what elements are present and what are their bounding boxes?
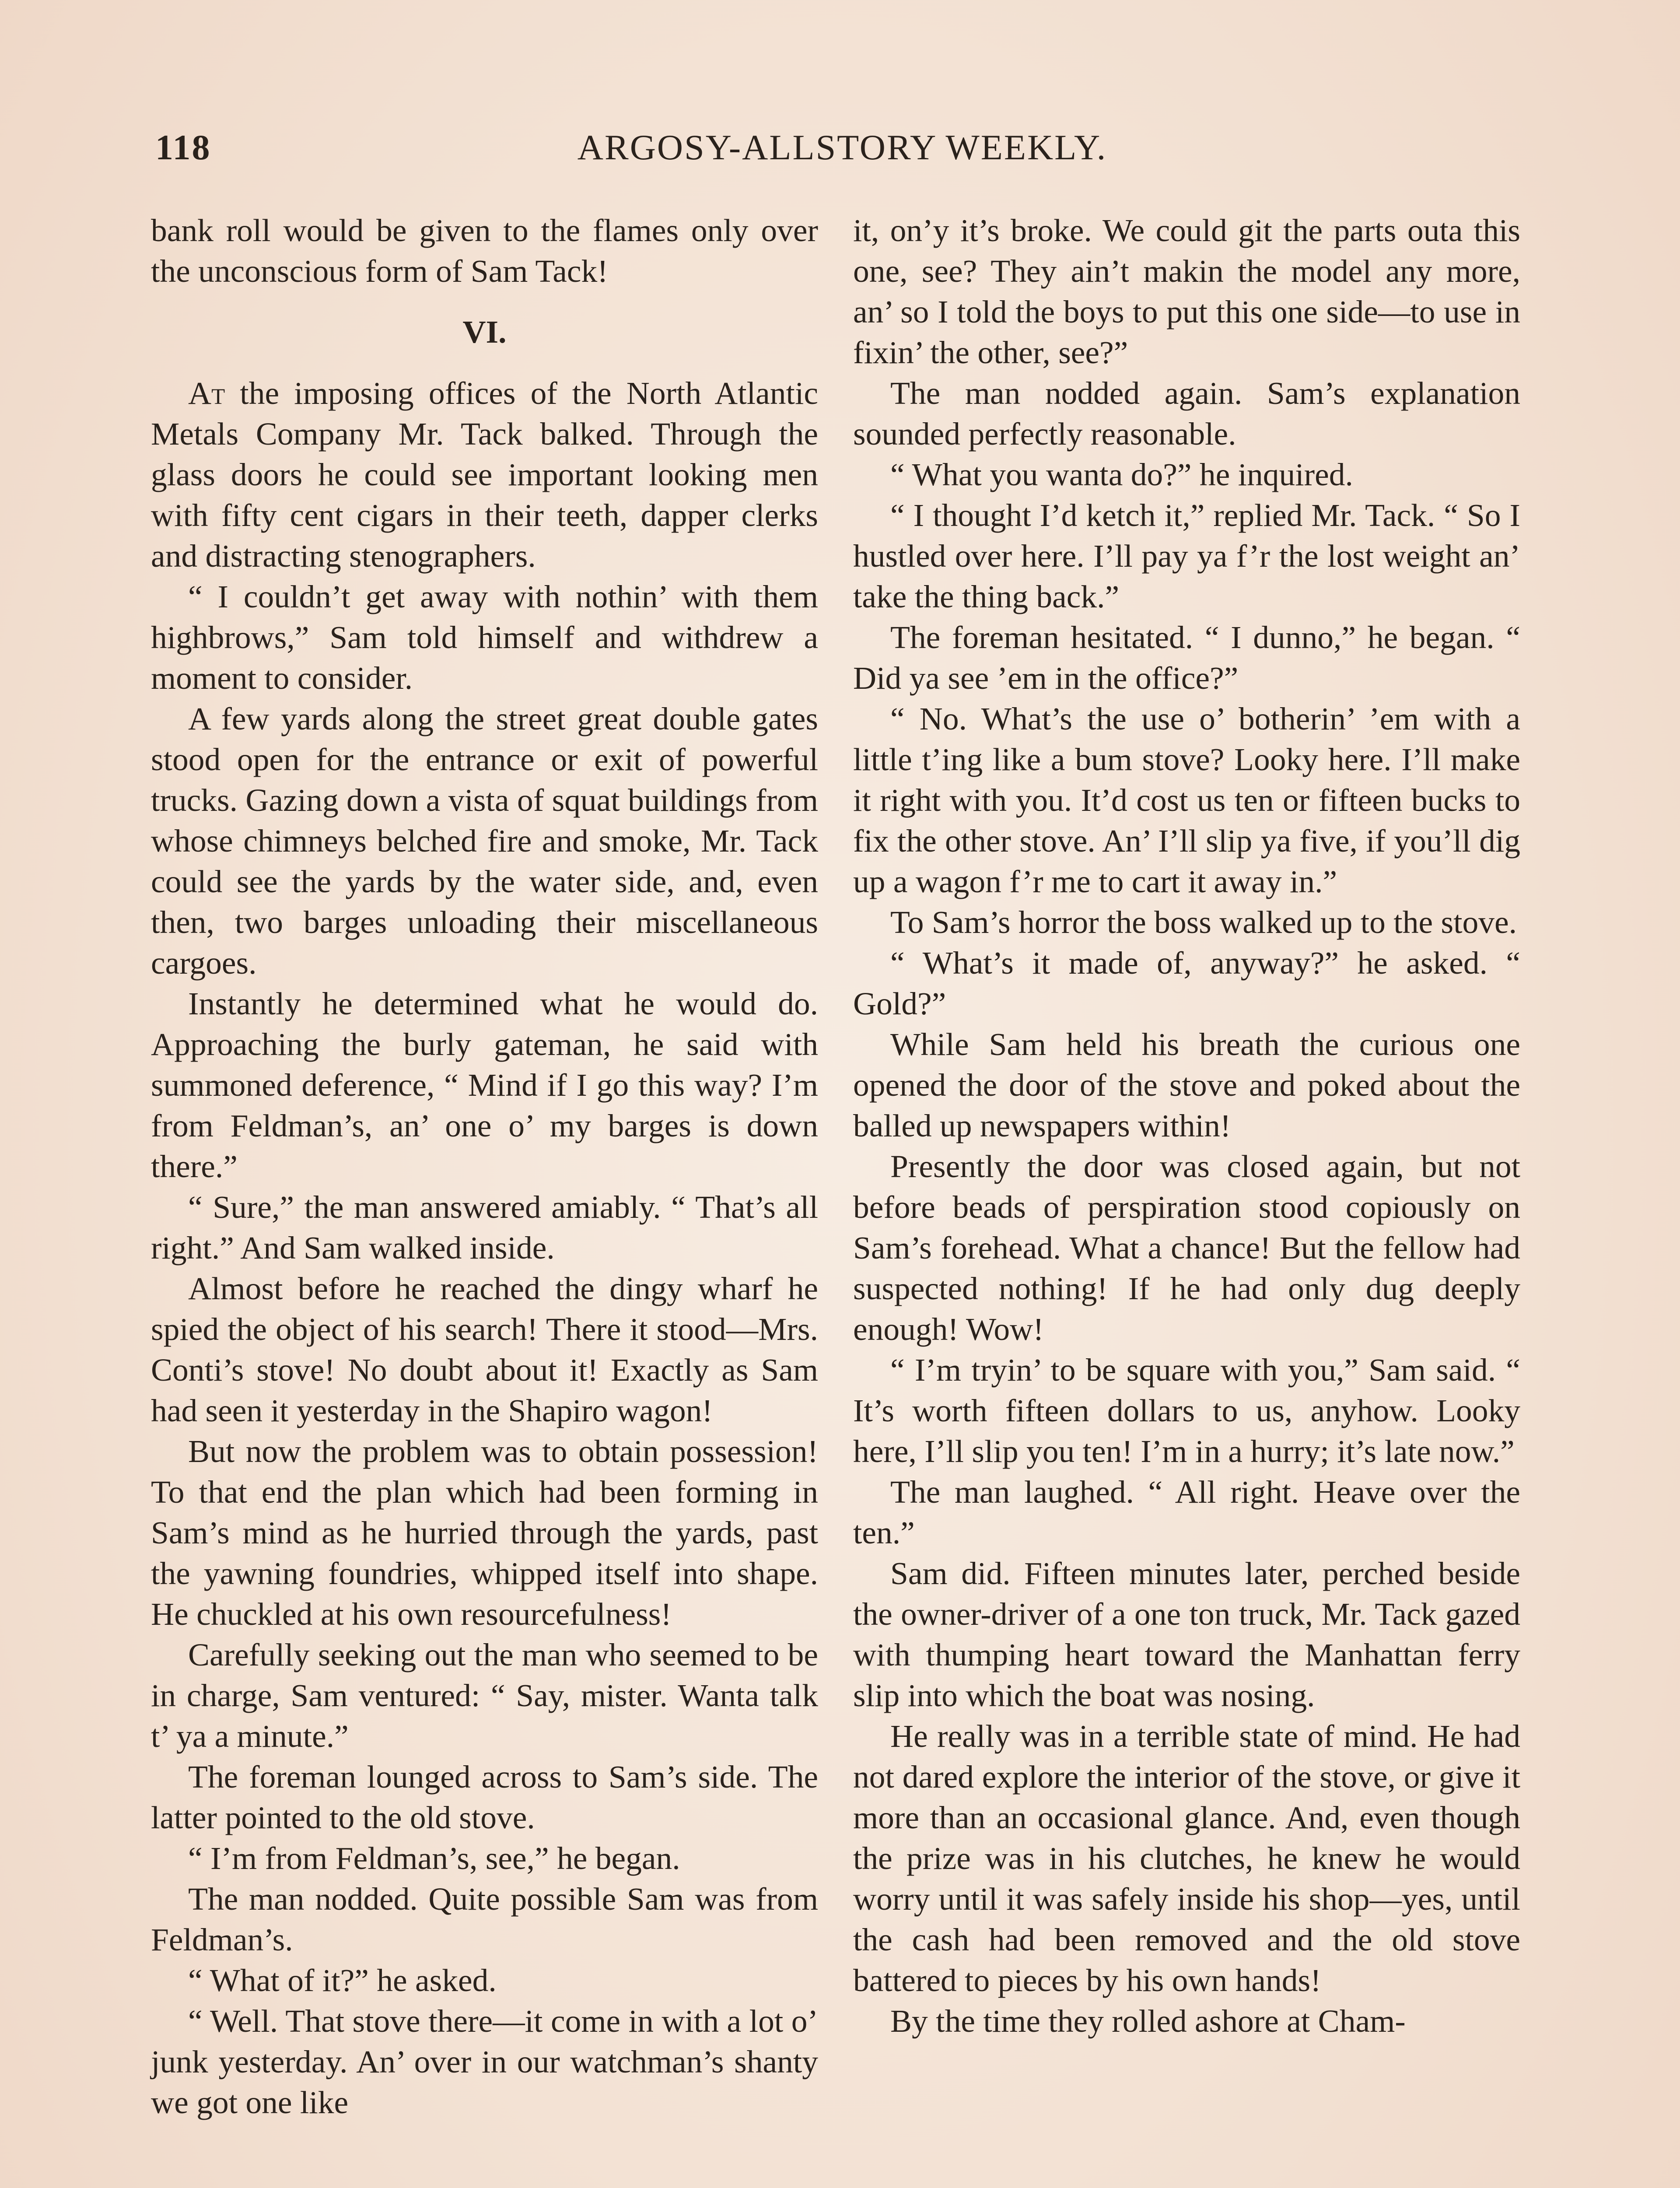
paragraph: [151, 373, 818, 576]
paragraph: Presently the door was closed again, but not before beads of perspiration stood copiously on Sam’s forehead. What a chance! But the fellow had suspected nothing! If he had only dug deeply enough! Wow!: [853, 1149, 1520, 1347]
paragraph: But now the problem was to obtain possession! To that end the plan which had been forming in Sam’s mind as he hurried through the yards, past the yawning foundries, whipped itself into shape. He chuckled at his own resourcefulness!: [151, 1434, 818, 1632]
section-heading-text: VI.: [462, 314, 507, 350]
paragraph: “ What’s it made of, anyway?” he asked. “ Gold?”: [853, 945, 1520, 1021]
paragraph: “ No. What’s the use o’ botherin’ ’em with a little t’ing like a bum stove? Looky here. I’ll make it right with you. It’d cost us ten or fifteen bucks to fix the other stove. An’ I’ll slip ya five, if you’ll dig up a wagon f’r me to cart it away in.”: [853, 701, 1520, 899]
paragraph: The foreman hesitated. “ I dunno,” he began. “ Did ya see ’em in the office?”: [853, 620, 1520, 696]
paragraph: Instantly he determined what he would do. Approaching the burly gateman, he said with summoned deference, “ Mind if I go this way? I’m from Feldman’s, an’ one o’ my barges is down there.”: [151, 986, 818, 1184]
paragraph: By the time they rolled ashore at Cham-: [890, 2003, 1406, 2039]
paragraph: “ What you wanta do?” he inquired.: [890, 457, 1353, 492]
paragraph: “ I’m from Feldman’s, see,” he began.: [188, 1841, 680, 1876]
paragraph: Sam did. Fifteen minutes later, perched beside the owner-driver of a one ton truck, Mr. Tack gazed with thumping heart toward the Manhattan ferry slip into which the boat was nosing.: [853, 1556, 1520, 1713]
running-title: ARGOSY-ALLSTORY WEEKLY.: [577, 127, 1107, 167]
paragraph: “ I couldn’t get away with nothin’ with them highbrows,” Sam told himself and withdrew a moment to consider.: [151, 579, 818, 696]
paragraph: “ Sure,” the man answered amiably. “ That’s all right.” And Sam walked inside.: [151, 1189, 818, 1266]
paragraph: Almost before he reached the dingy wharf he spied the object of his search! There it stood—Mrs. Conti’s stove! No doubt about it! Exactly as Sam had seen it yesterday in the Shapiro wagon!: [151, 1271, 818, 1428]
paragraph: bank roll would be given to the flames only over the unconscious form of Sam Tack!: [151, 213, 818, 289]
page-header: [155, 127, 1529, 175]
paragraph: “ What of it?” he asked.: [188, 1963, 497, 1998]
paragraph-text: the imposing offices of the North Atlantic Metals Company Mr. Tack balked. Through the glass doors he could see important looking men with fifty cent cigars in their teeth, dapper clerks and distracting stenographers.: [151, 375, 818, 574]
right-column: [853, 210, 1520, 2041]
paragraph: To Sam’s horror the boss walked up to the stove.: [890, 905, 1517, 940]
paragraph: The foreman lounged across to Sam’s side. The latter pointed to the old stove.: [151, 1759, 818, 1835]
paragraph: “ I’m tryin’ to be square with you,” Sam said. “ It’s worth fifteen dollars to us, anyhow. Looky here, I’ll slip you ten! I’m in a hurry; it’s late now.”: [853, 1352, 1520, 1469]
paragraph: it, on’y it’s broke. We could git the parts outa this one, see? They ain’t makin the model any more, an’ so I told the boys to put this one side—to use in fixin’ the other, see?”: [853, 213, 1520, 370]
paragraph: A few yards along the street great double gates stood open for the entrance or exit of powerful trucks. Gazing down a vista of squat buildings from whose chimneys belched fire and smoke, Mr. Tack could see the yards by the water side, and, even then, two barges unloading their miscellaneous cargoes.: [151, 701, 818, 981]
paragraph: The man nodded again. Sam’s explanation sounded perfectly reasonable.: [853, 375, 1520, 452]
paragraph-lead-word: At: [188, 375, 225, 411]
left-column: [151, 210, 818, 2123]
page-number: 118: [155, 127, 211, 167]
paragraph: He really was in a terrible state of mind. He had not dared explore the interior of the stove, or give it more than an occasional glance. And, even though the prize was in his clutches, he knew he would worry until it was safely inside his shop—yes, until the cash had been removed and the old stove battered to pieces by his own hands!: [853, 1718, 1520, 1998]
paragraph: “ Well. That stove there—it come in with a lot o’ junk yesterday. An’ over in our watchman’s shanty we got one like: [151, 2003, 818, 2120]
section-heading: [151, 291, 818, 373]
paragraph: “ I thought I’d ketch it,” replied Mr. Tack. “ So I hustled over here. I’ll pay ya f’r the lost weight an’ take the thing back.”: [853, 498, 1520, 614]
paragraph: While Sam held his breath the curious one opened the door of the stove and poked about the balled up newspapers within!: [853, 1027, 1520, 1143]
paragraph: The man laughed. “ All right. Heave over the ten.”: [853, 1474, 1520, 1550]
paragraph: Carefully seeking out the man who seemed to be in charge, Sam ventured: “ Say, mister. Wanta talk t’ ya a minute.”: [151, 1637, 818, 1754]
paragraph: The man nodded. Quite possible Sam was from Feldman’s.: [151, 1881, 818, 1957]
